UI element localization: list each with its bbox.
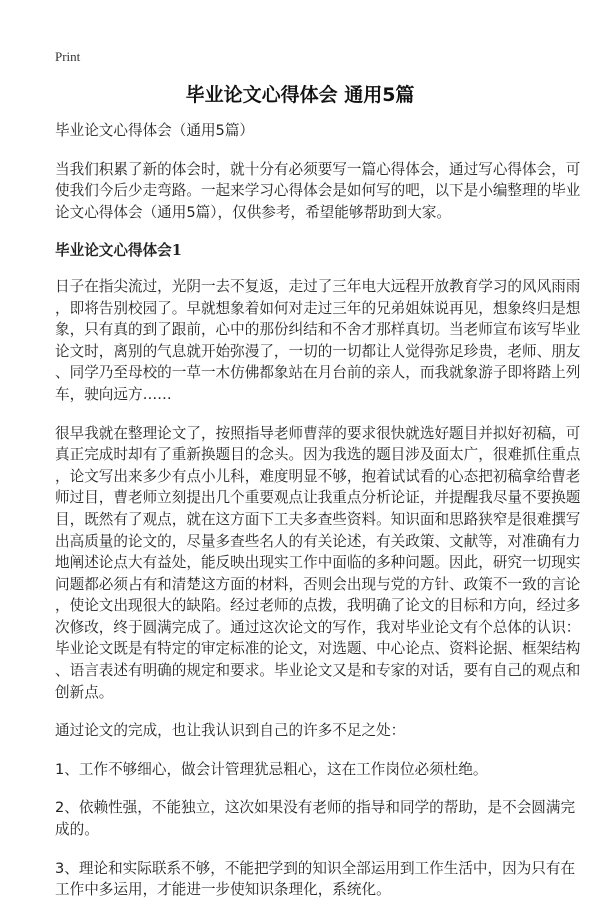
text-line: 创新点。 [55, 683, 114, 701]
text-line: 2、依赖性强，不能独立，这次如果没有老师的指导和同学的帮助，是不会圆满完 [55, 799, 576, 817]
text-line: ，即将告别校园了。早就想象着如何对走过三年的兄弟姐妹说再见，想象终归是想 [55, 299, 581, 317]
paragraph [55, 759, 555, 781]
text-line: 目，既然有了观点，就在这方面下工夫多查些资料。知识面和思路狭窄是很难撰写 [55, 510, 581, 528]
text-line: 象，只有真的到了跟前，心中的那份纠结和不舍才那样真切。当老师宣布该写毕业 [55, 321, 581, 339]
paragraph [55, 858, 576, 901]
text-line: 问题都必须占有和清楚这方面的材料，否则会出现与党的方针、政策不一致的言论 [55, 575, 581, 593]
text-line: 当我们积累了新的体会时，就十分有必须要写一篇心得体会，通过写心得体会，可 [55, 160, 581, 178]
text-line: 次修改，终于圆满完成了。通过这次论文的写作，我对毕业论文有个总体的认识： [55, 618, 581, 636]
text-line: 论文心得体会（通用5篇），仅供参考，希望能够帮助到大家。 [55, 203, 452, 221]
text-line: 成的。 [55, 821, 99, 839]
text-line: 工作中多运用，才能进一步使知识条理化，系统化。 [55, 881, 391, 899]
text-line: 3、理论和实际联系不够，不能把学到的知识全部运用到工作生活中，因为只有在 [55, 859, 576, 877]
text-line: 毕业论文心得体会1 [55, 242, 182, 260]
text-line: 很早我就在整理论文了，按照指导老师曹萍的要求很快就选好题目并拟好初稿，可 [55, 424, 581, 442]
text-line: 真正完成时却有了重新换题目的念头。因为我选的题目涉及面太广，很难抓住重点 [55, 446, 581, 464]
article-body [55, 120, 581, 918]
page-title: 毕业论文心得体会 通用5篇 [185, 84, 415, 106]
print-link[interactable]: Print [55, 49, 81, 64]
text-line: 日子在指尖流过，光阴一去不复返，走过了三年电大远程开放教育学习的风风雨雨 [55, 277, 581, 295]
paragraph [55, 720, 555, 742]
text-line: 毕业论文心得体会（通用5篇） [55, 122, 255, 139]
paragraph [55, 797, 576, 840]
text-line: 师过目，曹老师立刻提出几个重要观点让我重点分析论证，并提醒我尽量不要换题 [55, 489, 581, 507]
text-line: ，论文写出来多少有点小儿科，难度明显不够，抱着试试看的心态把初稿拿给曹老 [55, 467, 581, 485]
text-line: ，使论文出现很大的缺陷。经过老师的点拨，我明确了论文的目标和方向，经过多 [55, 597, 581, 615]
text-line: 1、工作不够细心，做会计管理犹忌粗心，这在工作岗位必须杜绝。 [55, 760, 488, 778]
text-line: 、同学乃至母校的一草一木仿佛都象站在月台前的亲人，而我就象游子即将踏上列 [55, 364, 581, 382]
text-line: 使我们今后少走弯路。一起来学习心得体会是如何写的吧，以下是小编整理的毕业 [55, 182, 581, 200]
paragraph [55, 423, 581, 704]
text-line: 出高质量的论文的，尽量多查些名人的有关论述，有关政策、文献等，对准确有力 [55, 532, 581, 550]
text-line: 车，驶向远方…… [55, 385, 172, 403]
paragraph [55, 159, 581, 224]
text-line: 毕业论文既是有特定的审定标准的论文，对选题、中心论点、资料论据、框架结构 [55, 640, 581, 658]
paragraph [55, 120, 555, 142]
section-heading [55, 240, 555, 262]
text-line: 地阐述论点大有益处，能反映出现实工作中面临的多种问题。因此，研究一切现实 [55, 554, 581, 572]
text-line: 通过论文的完成，也让我认识到自己的许多不足之处： [55, 722, 406, 740]
text-line: 论文时，离别的气息就开始弥漫了，一切的一切都让人觉得弥足珍贵，老师、朋友 [55, 342, 581, 360]
text-line: 、语言表述有明确的规定和要求。毕业论文又是和专家的对话，要有自己的观点和 [55, 662, 581, 680]
paragraph [55, 276, 581, 406]
